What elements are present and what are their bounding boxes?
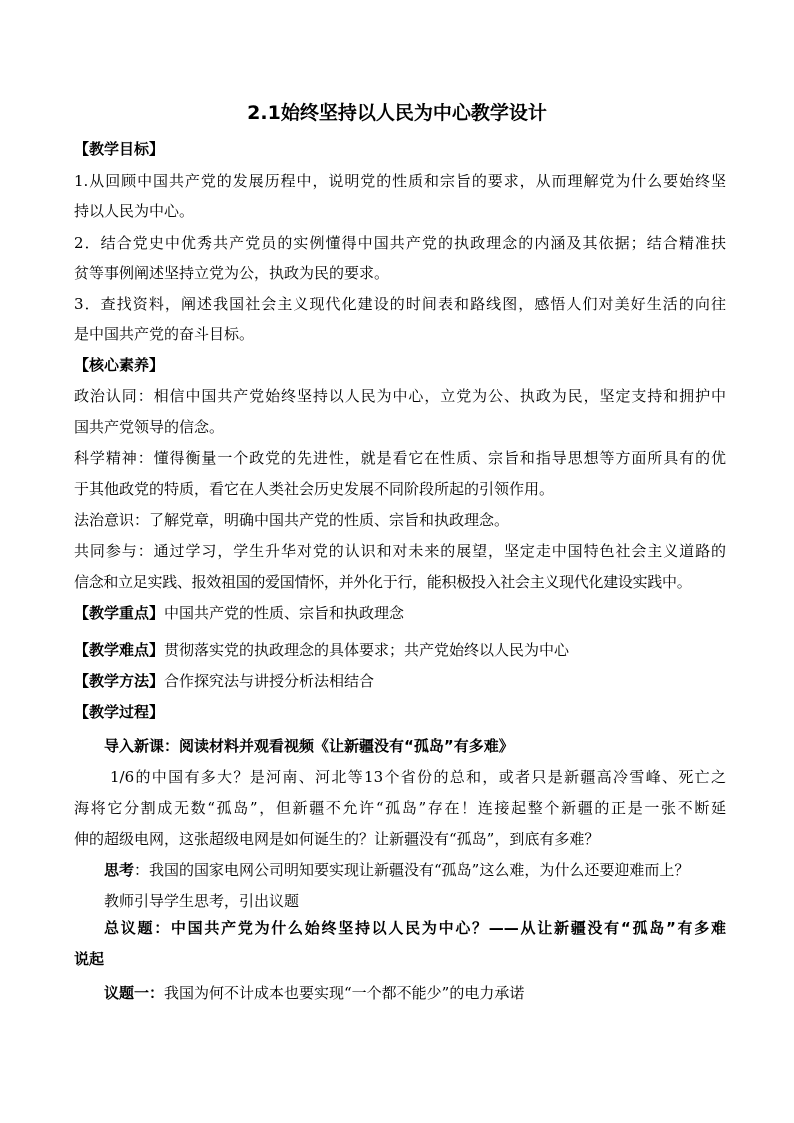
intro-paragraph-line-1: 1/6的中国有多大？是河南、河北等13个省份的总和，或者只是新疆高冷雪峰、死亡之 [110, 768, 726, 786]
objective-3-line-2: 是中国共产党的奋斗目标。 [74, 325, 255, 343]
public-participation-line-2: 信念和立足实践、报效祖国的爱国情怀，并外化于行，能积极投入社会主义现代化建设实践中。 [74, 573, 692, 591]
sub-topic-label: 议题一： [104, 984, 165, 1002]
process-heading: 【教学过程】 [74, 703, 165, 721]
political-identity-line-1: 政治认同：相信中国共产党始终坚持以人民为中心，立党为公、执政为民，坚定支持和拥护中 [74, 387, 726, 405]
intro-paragraph-line-3: 伸的超级电网，这张超级电网是如何诞生的？让新疆没有“孤岛”，到底有多难？ [74, 830, 600, 848]
objectives-heading: 【教学目标】 [74, 140, 165, 158]
key-point-text: 中国共产党的性质、宗旨和执政理念 [164, 604, 405, 622]
key-point-label: 【教学重点】 [74, 604, 165, 622]
scientific-spirit-line-1: 科学精神：懂得衡量一个政党的先进性，就是看它在性质、宗旨和指导思想等方面所具有的优 [74, 449, 726, 467]
sub-topic-text: 我国为何不计成本也要实现“一个都不能少”的电力承诺 [164, 984, 525, 1002]
rule-of-law-line: 法治意识：了解党章，明确中国共产党的性质、宗旨和执政理念。 [74, 511, 510, 529]
think-row [104, 859, 726, 881]
difficulty-label: 【教学难点】 [74, 641, 165, 659]
objective-2-line-2: 贫等事例阐述坚持立党为公，执政为民的要求。 [74, 264, 390, 282]
key-point-row [74, 602, 726, 624]
page-title: 2.1始终坚持以人民为中心教学设计 [247, 102, 547, 124]
method-text: 合作探究法与讲授分析法相结合 [164, 672, 375, 690]
main-topic-line-1: 总议题：中国共产党为什么始终坚持以人民为中心？——从让新疆没有“孤岛”有多难 [104, 919, 726, 937]
objective-1-line-1: 1.从回顾中国共产党的发展历程中，说明党的性质和宗旨的要求，从而理解党为什么要始终坚 [74, 172, 726, 190]
think-text: ：我国的国家电网公司明知要实现让新疆没有“孤岛”这么难，为什么还要迎难而上？ [134, 861, 690, 879]
sub-topic-row [104, 982, 726, 1004]
method-label: 【教学方法】 [74, 672, 165, 690]
political-identity-line-2: 国共产党领导的信念。 [74, 418, 225, 436]
objective-3-line-1: 3．查找资料，阐述我国社会主义现代化建设的时间表和路线图，感悟人们对美好生活的向往 [74, 295, 726, 313]
intro-paragraph-line-2: 海将它分割成无数“孤岛”，但新疆不允许“孤岛”存在！连接起整个新疆的正是一张不断延 [74, 799, 726, 817]
difficulty-row [74, 639, 726, 661]
objective-2-line-1: 2．结合党史中优秀共产党员的实例懂得中国共产党的执政理念的内涵及其依据；结合精准扶 [74, 234, 726, 252]
intro-line: 导入新课：阅读材料并观看视频《让新疆没有“孤岛”有多难》 [104, 737, 514, 755]
literacy-heading: 【核心素养】 [74, 356, 165, 374]
scientific-spirit-line-2: 于其他政党的特质，看它在人类社会历史发展不同阶段所起的引领作用。 [74, 480, 555, 498]
difficulty-text: 贯彻落实党的执政理念的具体要求；共产党始终以人民为中心 [164, 641, 570, 659]
main-topic-line-2: 说起 [74, 950, 105, 968]
teacher-guidance-line: 教师引导学生思考，引出议题 [104, 892, 300, 910]
public-participation-line-1: 共同参与：通过学习，学生升华对党的认识和对未来的展望，坚定走中国特色社会主义道路的 [74, 542, 726, 560]
objective-1-line-2: 持以人民为中心。 [74, 202, 195, 220]
method-row [74, 670, 726, 692]
think-label: 思考 [104, 861, 135, 879]
